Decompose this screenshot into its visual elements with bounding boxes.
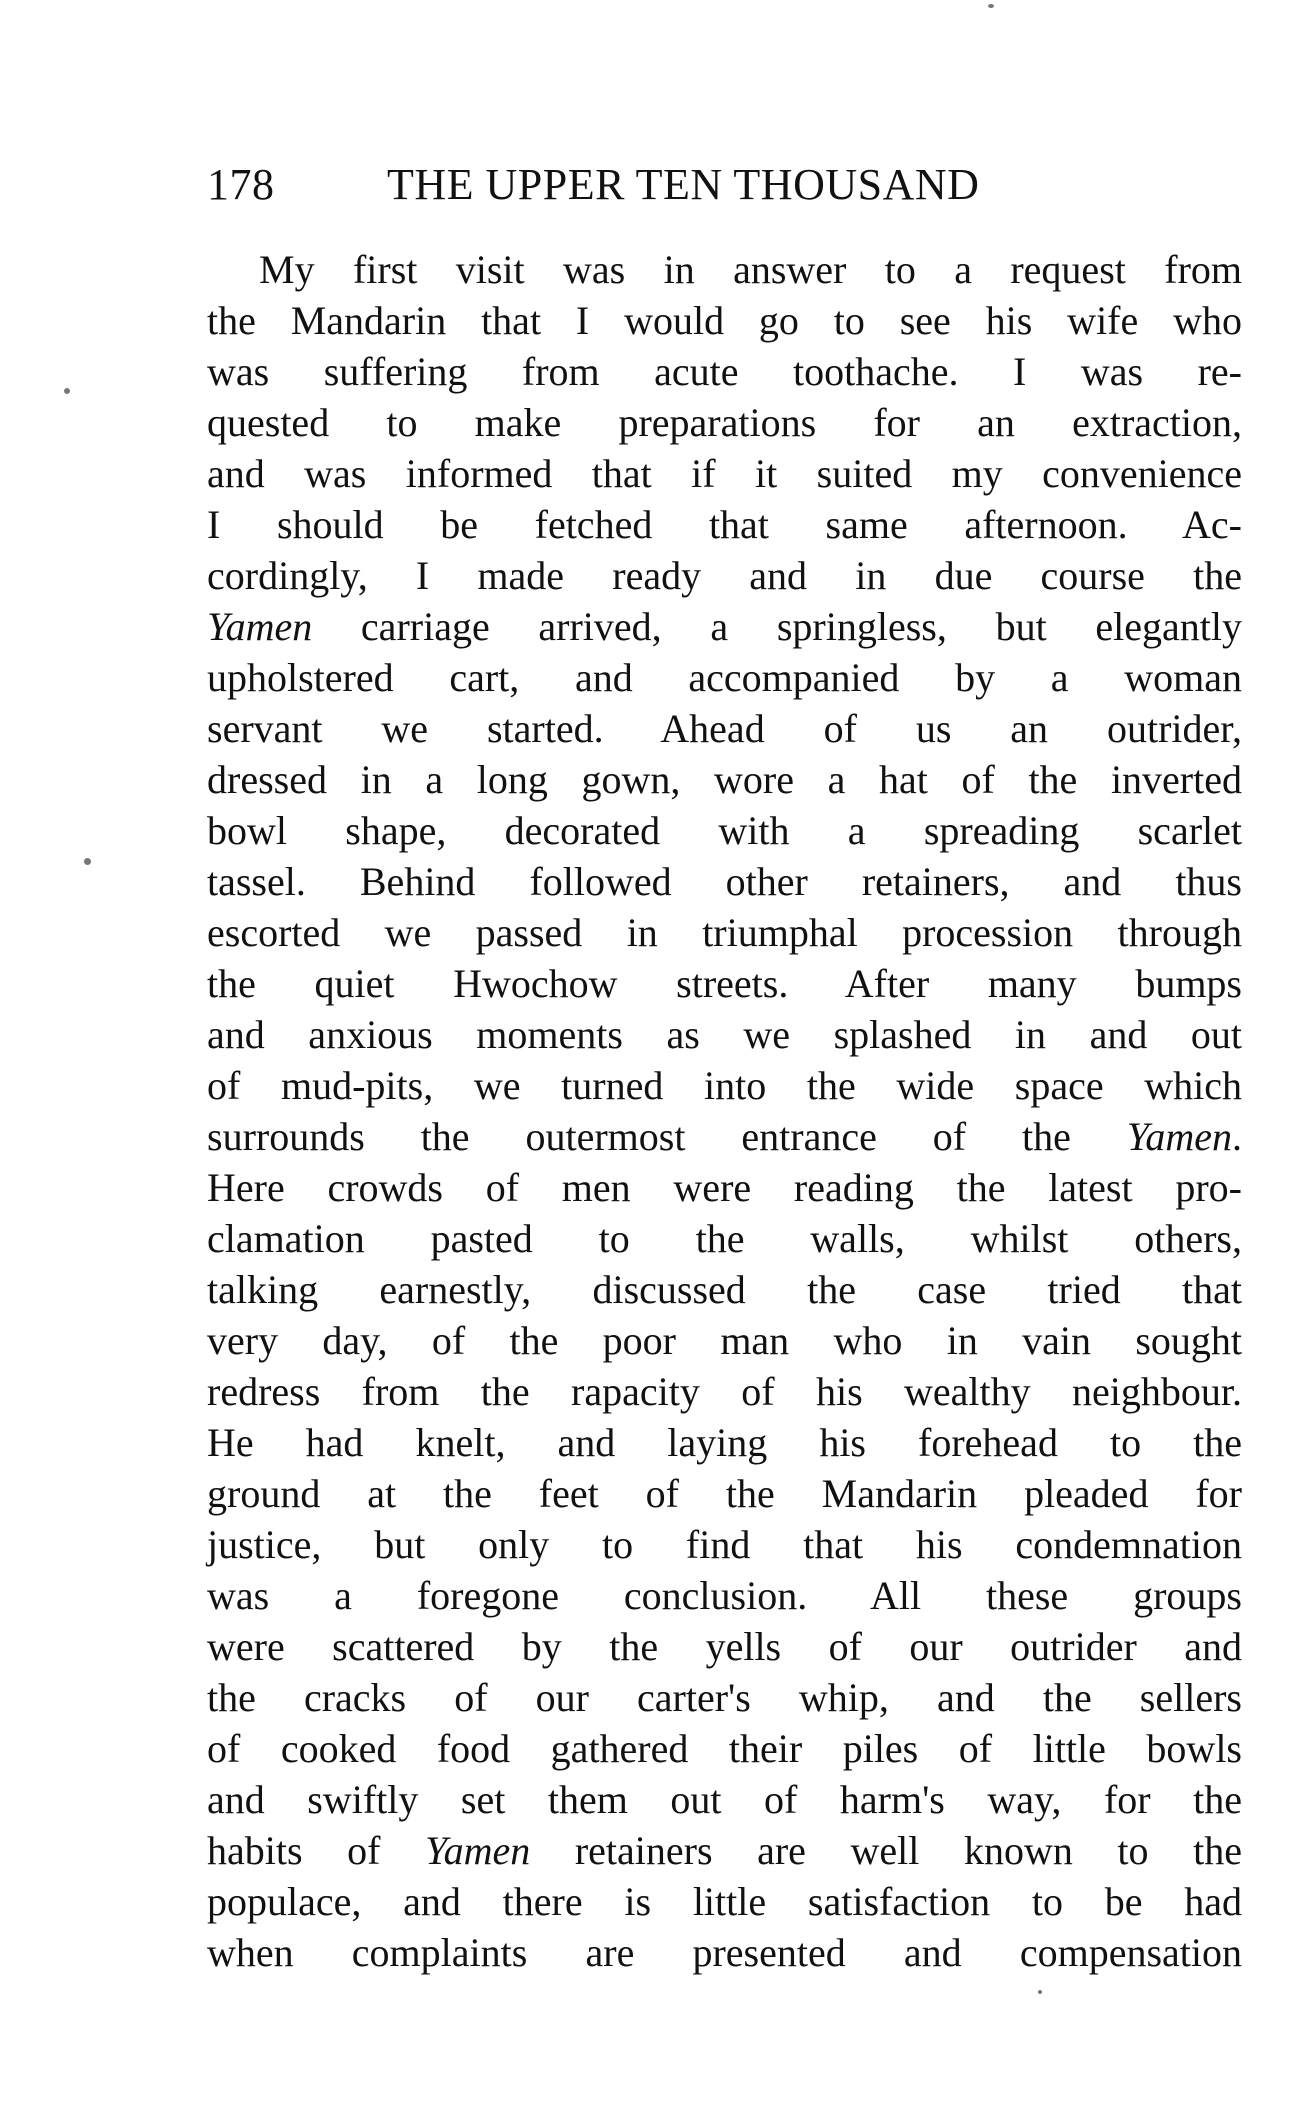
body-paragraph [207, 244, 1242, 1978]
text-line: bowl shape, decorated with a spreading scarlet [207, 808, 1242, 853]
text-line: He had knelt, and laying his forehead to the [207, 1420, 1242, 1465]
text-line: clamation pasted to the walls, whilst others, [207, 1216, 1242, 1261]
scan-speck [84, 858, 91, 865]
text-line: tassel. Behind followed other retainers, and thus [207, 859, 1242, 904]
text-line: the quiet Hwochow streets. After many bumps [207, 961, 1242, 1006]
italic-word: Yamen [207, 604, 313, 649]
italic-word: Yamen [425, 1828, 531, 1873]
text-line: ground at the feet of the Mandarin pleaded for [207, 1471, 1242, 1516]
text-line: servant we started. Ahead of us an outrider, [207, 706, 1242, 751]
text-line: quested to make preparations for an extraction, [207, 400, 1242, 445]
text-line: Here crowds of men were reading the latest pro- [207, 1165, 1242, 1210]
text-line: populace, and there is little satisfaction to be had [207, 1879, 1242, 1924]
text-line: of cooked food gathered their piles of little bowls [207, 1726, 1242, 1771]
page-number: 178 [207, 160, 275, 209]
running-title: THE UPPER TEN THOUSAND [387, 160, 980, 209]
text-line: the cracks of our carter's whip, and the sellers [207, 1675, 1242, 1720]
scan-speck [988, 4, 994, 8]
text-line: was suffering from acute toothache. I was re- [207, 349, 1242, 394]
scan-speck [1038, 1990, 1042, 1994]
text-line: of mud-pits, we turned into the wide space which [207, 1063, 1242, 1108]
text-line: very day, of the poor man who in vain sought [207, 1318, 1242, 1363]
text-line: justice, but only to find that his condemnation [207, 1522, 1242, 1567]
text-line: upholstered cart, and accompanied by a woman [207, 655, 1242, 700]
text-line: My first visit was in answer to a request from [259, 247, 1242, 292]
text-line: redress from the rapacity of his wealthy neighbour. [207, 1369, 1242, 1414]
running-head [207, 155, 1242, 215]
text-line: I should be fetched that same afternoon. Ac- [207, 502, 1242, 547]
text-line: dressed in a long gown, wore a hat of the inverted [207, 757, 1242, 802]
text-line: and anxious moments as we splashed in and out [207, 1012, 1242, 1057]
text-line: the Mandarin that I would go to see his wife who [207, 298, 1242, 343]
text-line: was a foregone conclusion. All these groups [207, 1573, 1242, 1618]
text-line: were scattered by the yells of our outrider and [207, 1624, 1242, 1669]
text-line: talking earnestly, discussed the case tried that [207, 1267, 1242, 1312]
text-line: surrounds the outermost entrance of the Yamen. [207, 1114, 1242, 1159]
text-line: habits of Yamen retainers are well known to the [207, 1828, 1242, 1873]
text-line: escorted we passed in triumphal procession through [207, 910, 1242, 955]
text-line: and was informed that if it suited my convenience [207, 451, 1242, 496]
text-line: when complaints are presented and compensation [207, 1930, 1242, 1975]
text-line: and swiftly set them out of harm's way, for the [207, 1777, 1242, 1822]
text-line: Yamen carriage arrived, a springless, but elegantly [207, 604, 1242, 649]
italic-word: Yamen [1126, 1114, 1232, 1159]
scan-speck [64, 388, 70, 394]
text-line: cordingly, I made ready and in due course the [207, 553, 1242, 598]
